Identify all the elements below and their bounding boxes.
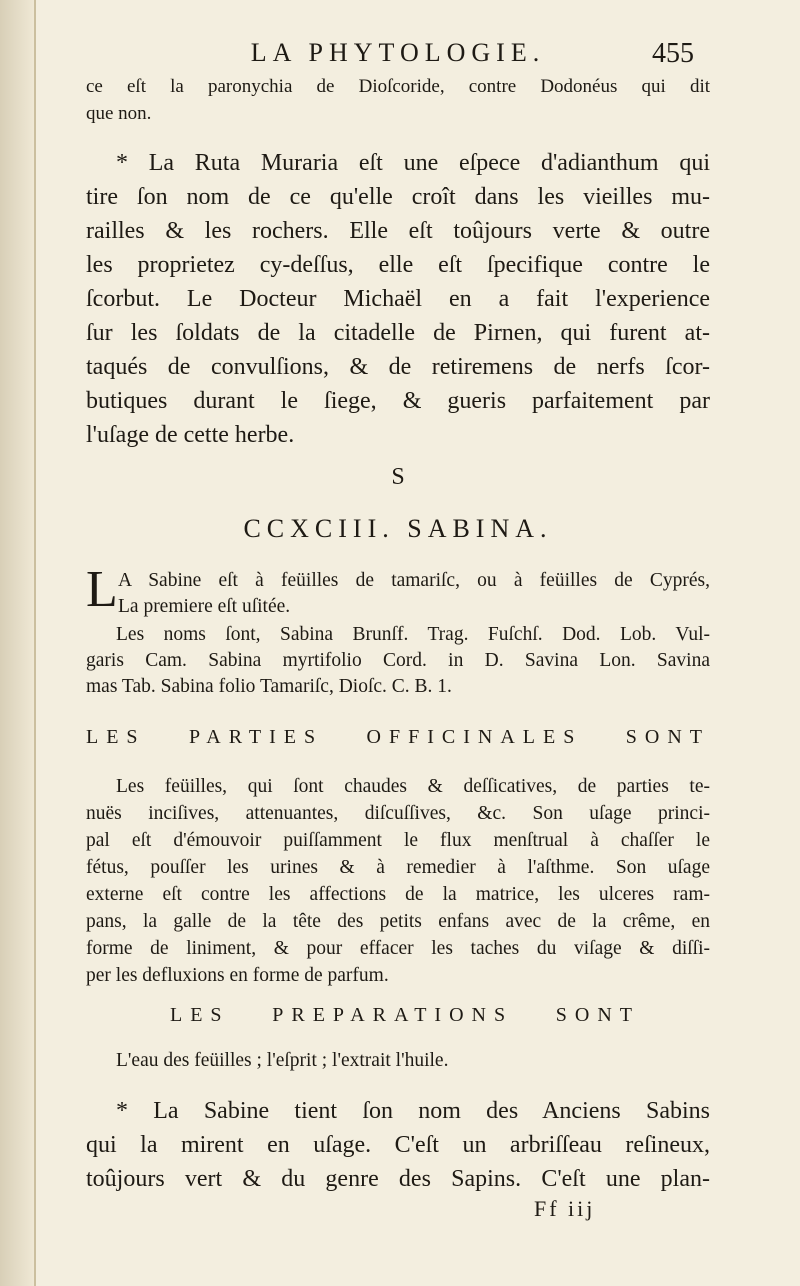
- signature-mark: Ff iij: [534, 1196, 596, 1221]
- page-edge: [34, 0, 36, 1286]
- p4-line-7: forme de liniment, & pour effacer les taches du viſage & diſſi-: [86, 938, 710, 959]
- p1-line-1: ce eſt la paronychia de Dioſcoride, contre Dodonéus qui dit: [86, 76, 710, 97]
- p1-line-2: que non.: [86, 103, 152, 124]
- noms-line-2: garis Cam. Sabina myrtifolio Cord. in D. Savina Lon. Savina: [86, 650, 710, 671]
- running-head: LA PHYTOLOGIE.: [250, 38, 546, 67]
- p5-line: L'eau des feüilles ; l'eſprit ; l'extrait l'huile.: [116, 1050, 449, 1071]
- heading-preparations: LES PREPARATIONS SONT: [170, 1004, 640, 1026]
- p6-line-2: qui la mirent en uſage. C'eſt un arbriſſeau reſineux,: [86, 1132, 710, 1158]
- p3-line-1: A Sabine eſt à feüilles de tamariſc, ou à feüilles de Cyprés,: [118, 570, 710, 591]
- p6-line-3: toûjours vert & du genre des Sapins. C'eſt une plan-: [86, 1166, 710, 1192]
- p2-line-5: ſcorbut. Le Docteur Michaël en a fait l'experience: [86, 286, 710, 312]
- p4-line-6: pans, la galle de la tête des petits enfans avec de la crême, en: [86, 911, 710, 932]
- section-letter: S: [391, 464, 405, 490]
- p2-line-9: l'uſage de cette herbe.: [86, 422, 295, 448]
- p2-line-2: tire ſon nom de ce qu'elle croît dans les vieilles mu-: [86, 184, 710, 210]
- p3-line-2: La premiere eſt uſitée.: [118, 596, 291, 617]
- p4-line-5: externe eſt contre les affections de la matrice, les ulceres ram-: [86, 884, 710, 905]
- p6-line-1: * La Sabine tient ſon nom des Anciens Sabins: [116, 1098, 710, 1124]
- drop-initial: L: [86, 561, 118, 618]
- p2-line-4: les proprietez cy-deſſus, elle eſt ſpecifique contre le: [86, 252, 710, 278]
- heading-parties: LES PARTIES OFFICINALES SONT: [86, 726, 710, 748]
- p4-line-4: fétus, pouſſer les urines & à remedier à l'aſthme. Son uſage: [86, 857, 710, 878]
- noms-line-3: mas Tab. Sabina folio Tamariſc, Dioſc. C. B. 1.: [86, 676, 452, 697]
- book-spine: [0, 0, 34, 1286]
- p4-line-2: nuës inciſives, attenuantes, diſcuſſives, &c. Son uſage princi-: [86, 803, 710, 824]
- p2-line-8: butiques durant le ſiege, & gueris parfaitement par: [86, 388, 710, 414]
- p2-line-1: * La Ruta Muraria eſt une eſpece d'adianthum qui: [116, 150, 710, 176]
- p2-line-6: ſur les ſoldats de la citadelle de Pirnen, qui furent at-: [86, 320, 710, 346]
- p4-line-3: pal eſt d'émouvoir puiſſamment le flux menſtrual à chaſſer le: [86, 830, 710, 851]
- entry-title: CCXCIII. SABINA.: [243, 514, 553, 543]
- noms-line-1: Les noms ſont, Sabina Brunſf. Trag. Fuſchſ. Dod. Lob. Vul-: [116, 624, 710, 645]
- p2-line-7: taqués de convulſions, & de retiremens de nerfs ſcor-: [86, 354, 710, 380]
- page-number: 455: [652, 38, 694, 69]
- p4-line-1: Les feüilles, qui ſont chaudes & deſſicatives, de parties te-: [116, 776, 710, 797]
- p2-line-3: railles & les rochers. Elle eſt toûjours verte & outre: [86, 218, 710, 244]
- p4-line-8: per les defluxions en forme de parfum.: [86, 965, 389, 986]
